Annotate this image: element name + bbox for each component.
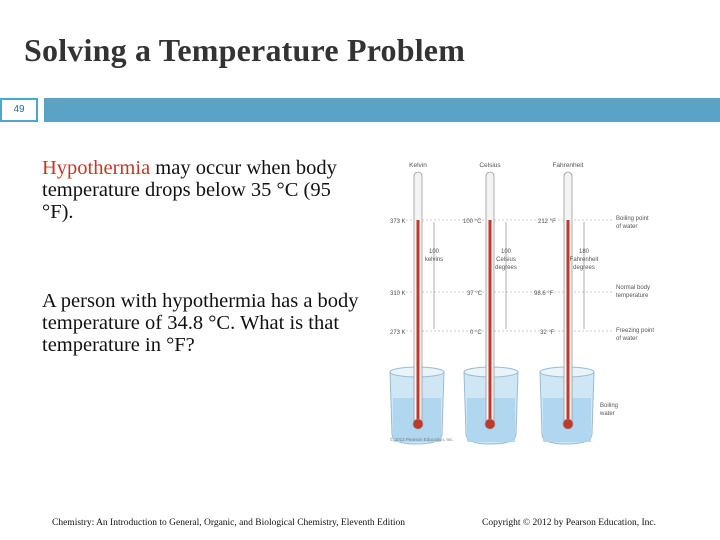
- freezing-label-1: Freezing point: [616, 328, 655, 334]
- celsius-freezing: 0 °C: [470, 330, 482, 336]
- fahrenheit-freezing: 32 °F: [540, 330, 555, 336]
- thermometer-fahrenheit: [563, 172, 573, 429]
- figure-copyright: © 2012 Pearson Education, Inc.: [390, 437, 454, 442]
- celsius-span-unit: Celsius: [496, 257, 516, 263]
- hypothermia-paragraph: [42, 157, 362, 223]
- question-paragraph: A person with hypothermia has a body temperature of 34.8 °C. What is that temperature in °F?: [42, 290, 359, 356]
- hypothermia-text: may occur when body temperature drops below 35 °C (95 °F).: [42, 157, 337, 223]
- thermometer-diagram: [376, 150, 676, 450]
- fahrenheit-span-num: 180: [578, 249, 590, 255]
- fahrenheit-boiling: 212 °F: [538, 219, 556, 225]
- accent-bar: [44, 98, 720, 122]
- celsius-boiling: 100 °C: [463, 219, 482, 225]
- hypothermia-term: Hypothermia: [42, 157, 151, 179]
- header-kelvin: Kelvin: [409, 162, 427, 169]
- celsius-body: 37 °C: [467, 291, 483, 297]
- freezing-label-2: of water: [616, 336, 638, 342]
- kelvin-freezing: 273 K: [390, 330, 406, 336]
- slide-number: 49: [0, 98, 38, 122]
- fahrenheit-span-unit2: degrees: [573, 265, 595, 271]
- body-label-2: temperature: [616, 293, 649, 299]
- fahrenheit-span-unit: Fahrenheit: [569, 257, 599, 263]
- kelvin-boiling: 373 K: [390, 219, 406, 225]
- kelvin-body: 310 K: [390, 291, 406, 297]
- boiling-label-1: Boiling point: [616, 216, 649, 222]
- header-fahrenheit: Fahrenheit: [552, 162, 584, 169]
- beaker-label-1: Boiling: [600, 403, 619, 409]
- thermometer-figure: [376, 150, 676, 450]
- celsius-span-unit2: degrees: [495, 265, 517, 271]
- kelvin-span-unit: kelvins: [424, 257, 444, 263]
- header-celsius: Celsius: [479, 162, 501, 169]
- boiling-label-2: of water: [616, 224, 638, 230]
- thermometer-celsius: [485, 172, 495, 429]
- slide-title: Solving a Temperature Problem: [24, 32, 466, 68]
- beaker-label-2: water: [600, 411, 615, 417]
- celsius-span-num: 100: [500, 249, 512, 255]
- header-bar: [0, 98, 720, 122]
- body-label-1: Normal body: [616, 285, 651, 291]
- footer-copyright: Copyright © 2012 by Pearson Education, Inc.: [482, 518, 656, 528]
- thermometer-kelvin: [413, 172, 423, 429]
- kelvin-span-num: 100: [428, 249, 440, 255]
- fahrenheit-body: 98.6 °F: [534, 291, 554, 297]
- footer-book-title: Chemistry: An Introduction to General, Organic, and Biological Chemistry, Eleventh Edition: [52, 518, 406, 528]
